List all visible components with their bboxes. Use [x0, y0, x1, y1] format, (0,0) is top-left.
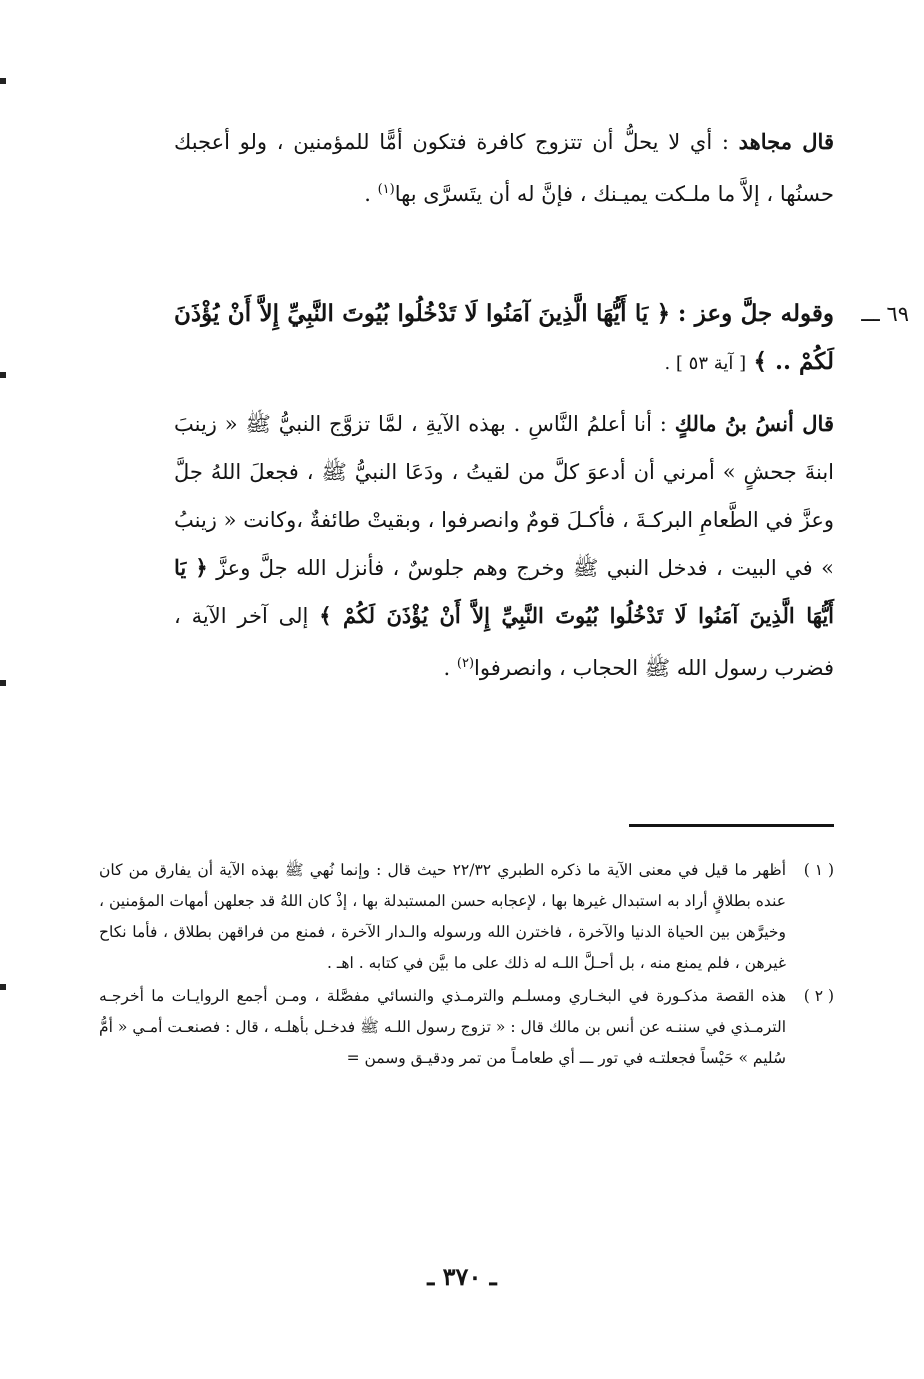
scan-mark: [0, 984, 6, 990]
footnote-ref-1[interactable]: (١): [377, 182, 395, 197]
quran-verse-inline: ﴿ يَا أَيُّهَا الَّذِينَ آمَنُوا لَا تَدْخُلُوا بُيُوتَ النَّبِيِّ إِلاَّ أَنْ يُؤْذَنَ لَكُمْ ﴾: [174, 555, 835, 628]
sentence-end: .: [364, 182, 371, 206]
footnote-text: أظهر ما قيل في معنى الآية ما ذكره الطبري ٢٢/٣٢ حيث قال : وإنما نُهي ﷺ بهذه الآية أن يفارق من كان عنده بطلاقٍ أراد به استبدال غيرها بها ، لإعجابه حسن المستبدلة بها ، إذْ كان اللهُ قد جعلهن أمهات المؤمنين ، وخيرَّهن بين الحياة الدنيا والآخرة ، فاخترن الله ورسوله والـدار الآخرة ، فمنع من فراقهن بطلاق ، فأما نكاح غيرهن ، فلم يمنع منه ، بل أحـلَّ اللـه له ذلك على ما بيَّن في كتابه . اهـ .: [99, 861, 786, 972]
footnote-2: [99, 981, 834, 1074]
page-number: ـ ٣٧٠ ـ: [427, 1262, 497, 1291]
scan-mark: [0, 680, 6, 686]
footnote-1: [99, 855, 834, 979]
item-intro: وقوله جلَّ وعز :: [677, 300, 834, 327]
footnote-separator: [629, 824, 834, 827]
footnote-ref-2[interactable]: (٢): [456, 656, 475, 671]
speaker-anas: قال أنسُ بنُ مالكٍ: [674, 411, 834, 436]
quran-verse: ﴿ يَا أَيُّهَا الَّذِينَ آمَنُوا لَا تَدْخُلُوا بُيُوتَ النَّبِيِّ إِلاَّ أَنْ يُؤْذَنَ لَكُمْ .. ﴾: [174, 300, 834, 375]
paragraph-mujahid: [174, 118, 834, 218]
footnotes: [99, 855, 834, 1076]
paragraph-text: : أنا أعلمُ النَّاسِ . بهذه الآيةِ ، لمَّا تزوَّج النبيُّ ﷺ « زينبَ ابنةَ جحشٍ » أمرني أن أدعوَ كلَّ من لقيتُ ، ودَعَا النبيُّ ﷺ ، فجعلَ اللهُ جلَّ وعزَّ في الطَّعامِ البركـةَ ، فأكـلَ قومٌ وانصرفوا ، وبقيتْ طائفةٌ ،وكانت « زينبُ » في البيت ، فدخل النبي ﷺ وخرج وهم جلوسٌ ، فأنزل الله جلَّ وعزَّ: [174, 412, 834, 580]
item-number: ٦٩ ـــ: [861, 302, 909, 326]
ayah-reference: [ آية ٥٣ ] .: [664, 353, 747, 374]
speaker-mujahid: قال مجاهد: [738, 129, 834, 154]
scan-mark: [0, 78, 6, 84]
footnote-number: ( ١ ): [803, 861, 834, 879]
paragraph-anas: [174, 400, 834, 692]
paragraph-text: : أي لا يحلُّ أن تتزوج كافرة فتكون أمًّا للمؤمنين ، ولو أعجبك حسنُها ، إلاَّ ما ملـكت يميـنك ، فإنَّ له أن يتَسرَّى بها: [174, 130, 834, 206]
footnote-number: ( ٢ ): [803, 987, 834, 1005]
footnote-text: هذه القصة مذكـورة في البخـاري ومسلـم والترمـذي والنسائي مفصَّلة ، ومـن أجمع الروايـات ما أخرجـه الترمـذي في سننـه عن أنس بن مالك قال : « تزوج رسول اللـه ﷺ فدخـل بأهلـه ، قال : فصنعـت أمـي « أمُّ سُليم » حَيْساً فجعلتـه في تور ـــ أي طعامـاً من تمر ودقيـق وسمن =: [99, 987, 786, 1067]
item-69: [174, 290, 909, 388]
paragraph-text-end: إلى آخر الآية ، فضرب رسول الله ﷺ الحجاب ، وانصرفوا: [174, 604, 834, 680]
sentence-end: .: [443, 656, 451, 680]
scan-mark: [0, 372, 6, 378]
